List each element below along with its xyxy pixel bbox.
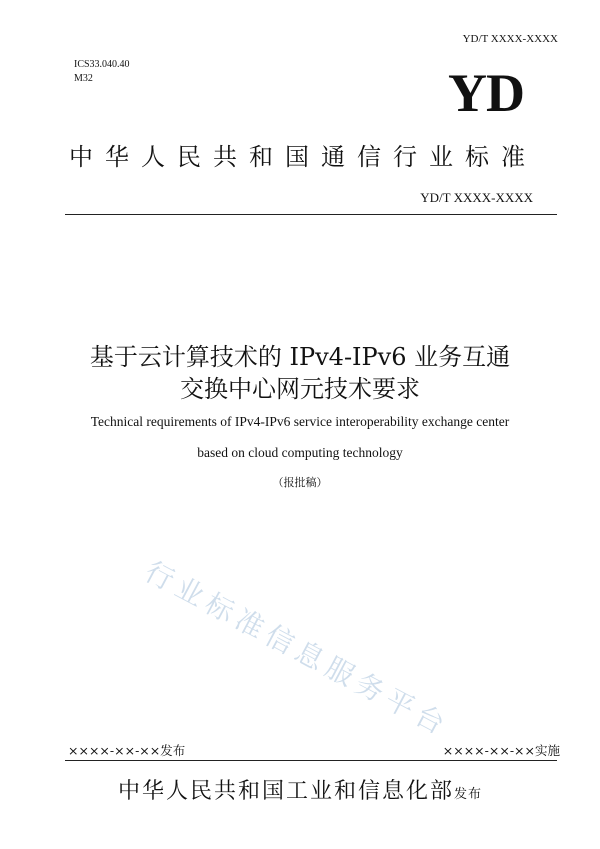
classification-block xyxy=(74,58,130,86)
publish-date: ××××-××-××发布 xyxy=(68,743,186,758)
ics-code: ICS33.040.40 xyxy=(74,59,130,70)
english-title-line-1: Technical requirements of IPv4-IPv6 service interoperability exchange center xyxy=(90,414,510,429)
issuing-authority xyxy=(0,774,600,805)
top-divider xyxy=(65,214,557,215)
industry-standard-title: 中华人民共和国通信行业标准 xyxy=(69,143,537,171)
top-standard-code: YD/T XXXX-XXXX xyxy=(462,33,558,45)
document-stage-label: （报批稿） xyxy=(272,476,328,489)
chinese-title-line-1: 基于云计算技术的 IPv4-IPv6 业务互通 xyxy=(89,343,511,371)
english-title-line-2: based on cloud computing technology xyxy=(197,445,403,460)
ccs-code: M32 xyxy=(74,73,93,84)
chinese-title-line-2: 交换中心网元技术要求 xyxy=(180,375,420,403)
implementation-date: ××××-××-××实施 xyxy=(442,743,560,758)
document-code: YD/T XXXX-XXXX xyxy=(420,190,533,205)
yd-logo: YD xyxy=(448,63,524,123)
issuer-suffix: 发布 xyxy=(454,787,483,802)
platform-watermark: 行业标准信息服务平台 xyxy=(139,554,456,744)
bottom-divider xyxy=(65,760,557,761)
issuer-name: 中华人民共和国工业和信息化部 xyxy=(117,779,454,804)
